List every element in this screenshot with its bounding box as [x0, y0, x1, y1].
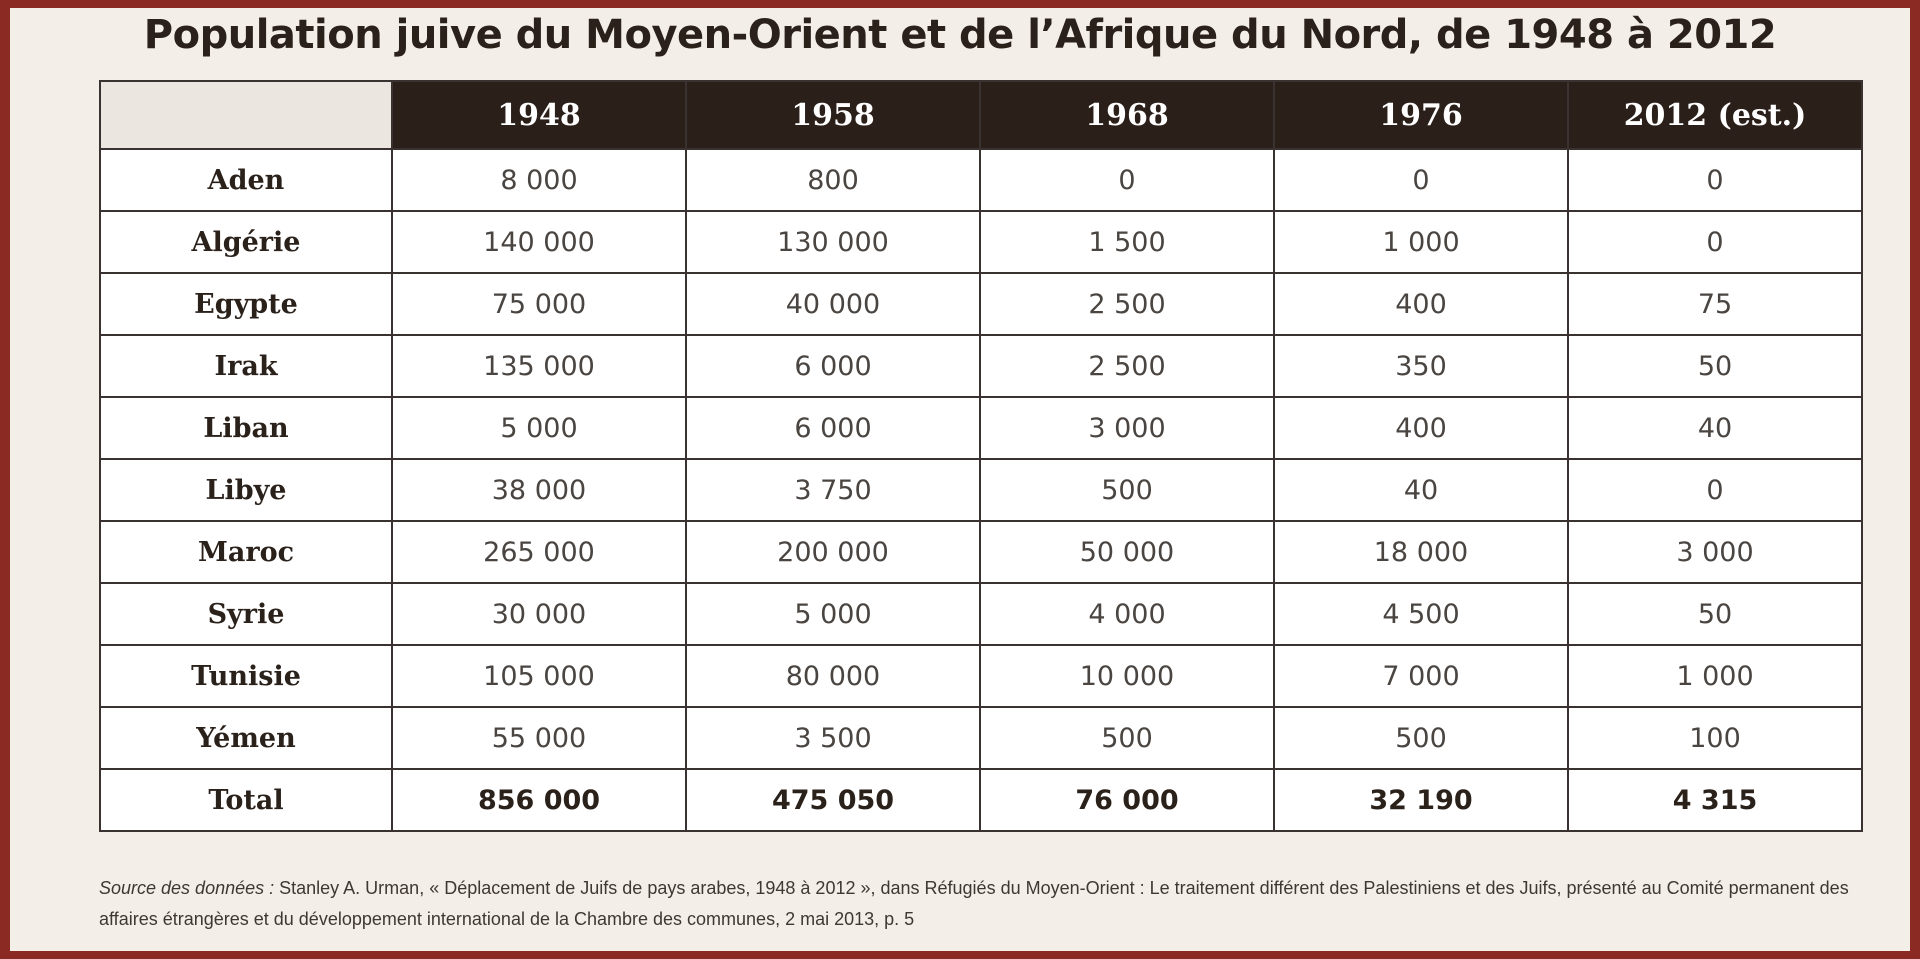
table-cell: 50 000: [980, 521, 1274, 583]
table-cell: 4 000: [980, 583, 1274, 645]
table-cell: 7 000: [1274, 645, 1568, 707]
table-cell: 105 000: [392, 645, 686, 707]
table-cell: 0: [1274, 149, 1568, 211]
table-cell: 40: [1568, 397, 1862, 459]
table-cell: 100: [1568, 707, 1862, 769]
table-cell: 55 000: [392, 707, 686, 769]
table-cell: 1 000: [1568, 645, 1862, 707]
table-cell: 130 000: [686, 211, 980, 273]
column-header: 1968: [980, 81, 1274, 149]
table-cell: 38 000: [392, 459, 686, 521]
row-label: Liban: [100, 397, 392, 459]
table-cell: 0: [980, 149, 1274, 211]
table-cell: 3 000: [1568, 521, 1862, 583]
table-cell: 400: [1274, 273, 1568, 335]
table-row: [100, 645, 1862, 707]
table-cell: 0: [1568, 211, 1862, 273]
table-cell: 2 500: [980, 335, 1274, 397]
table-cell: 350: [1274, 335, 1568, 397]
table-row: [100, 335, 1862, 397]
table-cell: 3 750: [686, 459, 980, 521]
row-label: Syrie: [100, 583, 392, 645]
source-note: [99, 873, 1879, 935]
source-text: Stanley A. Urman, « Déplacement de Juifs de pays arabes, 1948 à 2012 », dans Réfugiés du Moyen-Orient : Le traitement différent des Palestiniens et des Juifs, présenté au Comité permanent des affaires étrangères et du développement international de la Chambre des communes, 2 mai 2013, p. 5: [99, 878, 1849, 929]
total-cell: 856 000: [392, 769, 686, 831]
column-header: 1958: [686, 81, 980, 149]
header-row: [100, 81, 1862, 149]
row-label: Irak: [100, 335, 392, 397]
table-cell: 30 000: [392, 583, 686, 645]
table-cell: 500: [1274, 707, 1568, 769]
table-cell: 265 000: [392, 521, 686, 583]
table-cell: 4 500: [1274, 583, 1568, 645]
table-cell: 6 000: [686, 397, 980, 459]
table-cell: 2 500: [980, 273, 1274, 335]
row-label: Yémen: [100, 707, 392, 769]
figure-frame: [10, 8, 1910, 951]
column-header: 2012 (est.): [1568, 81, 1862, 149]
table-cell: 10 000: [980, 645, 1274, 707]
table-title: Population juive du Moyen-Orient et de l’Afrique du Nord, de 1948 à 2012: [143, 12, 1777, 58]
table-row: [100, 583, 1862, 645]
column-header: 1948: [392, 81, 686, 149]
table-cell: 80 000: [686, 645, 980, 707]
table-cell: 40: [1274, 459, 1568, 521]
population-table: [99, 80, 1863, 832]
table-row: [100, 459, 1862, 521]
row-label: Tunisie: [100, 645, 392, 707]
table-cell: 75: [1568, 273, 1862, 335]
source-lead: Source des données :: [99, 878, 275, 898]
row-label: Aden: [100, 149, 392, 211]
table-cell: 140 000: [392, 211, 686, 273]
row-label: Libye: [100, 459, 392, 521]
total-cell: 32 190: [1274, 769, 1568, 831]
table-cell: 3 500: [686, 707, 980, 769]
table-cell: 200 000: [686, 521, 980, 583]
table-cell: 500: [980, 459, 1274, 521]
total-cell: 76 000: [980, 769, 1274, 831]
table-cell: 500: [980, 707, 1274, 769]
table-cell: 5 000: [392, 397, 686, 459]
column-header: 1976: [1274, 81, 1568, 149]
row-label: Maroc: [100, 521, 392, 583]
table-cell: 400: [1274, 397, 1568, 459]
table-cell: 5 000: [686, 583, 980, 645]
table-cell: 0: [1568, 149, 1862, 211]
table-cell: 135 000: [392, 335, 686, 397]
table-row: [100, 521, 1862, 583]
table-row: [100, 397, 1862, 459]
total-label: Total: [100, 769, 392, 831]
table-row: [100, 273, 1862, 335]
table-body: [100, 149, 1862, 831]
table-cell: 8 000: [392, 149, 686, 211]
header-corner: [100, 81, 392, 149]
table-cell: 1 500: [980, 211, 1274, 273]
table-cell: 50: [1568, 335, 1862, 397]
row-label: Egypte: [100, 273, 392, 335]
table-cell: 75 000: [392, 273, 686, 335]
table-cell: 50: [1568, 583, 1862, 645]
total-cell: 4 315: [1568, 769, 1862, 831]
table-cell: 800: [686, 149, 980, 211]
table-row: [100, 149, 1862, 211]
table-cell: 40 000: [686, 273, 980, 335]
row-label: Algérie: [100, 211, 392, 273]
table-cell: 6 000: [686, 335, 980, 397]
table-row: [100, 211, 1862, 273]
table-row: [100, 707, 1862, 769]
table-cell: 1 000: [1274, 211, 1568, 273]
table-cell: 0: [1568, 459, 1862, 521]
total-cell: 475 050: [686, 769, 980, 831]
table-cell: 18 000: [1274, 521, 1568, 583]
table-cell: 3 000: [980, 397, 1274, 459]
total-row: [100, 769, 1862, 831]
